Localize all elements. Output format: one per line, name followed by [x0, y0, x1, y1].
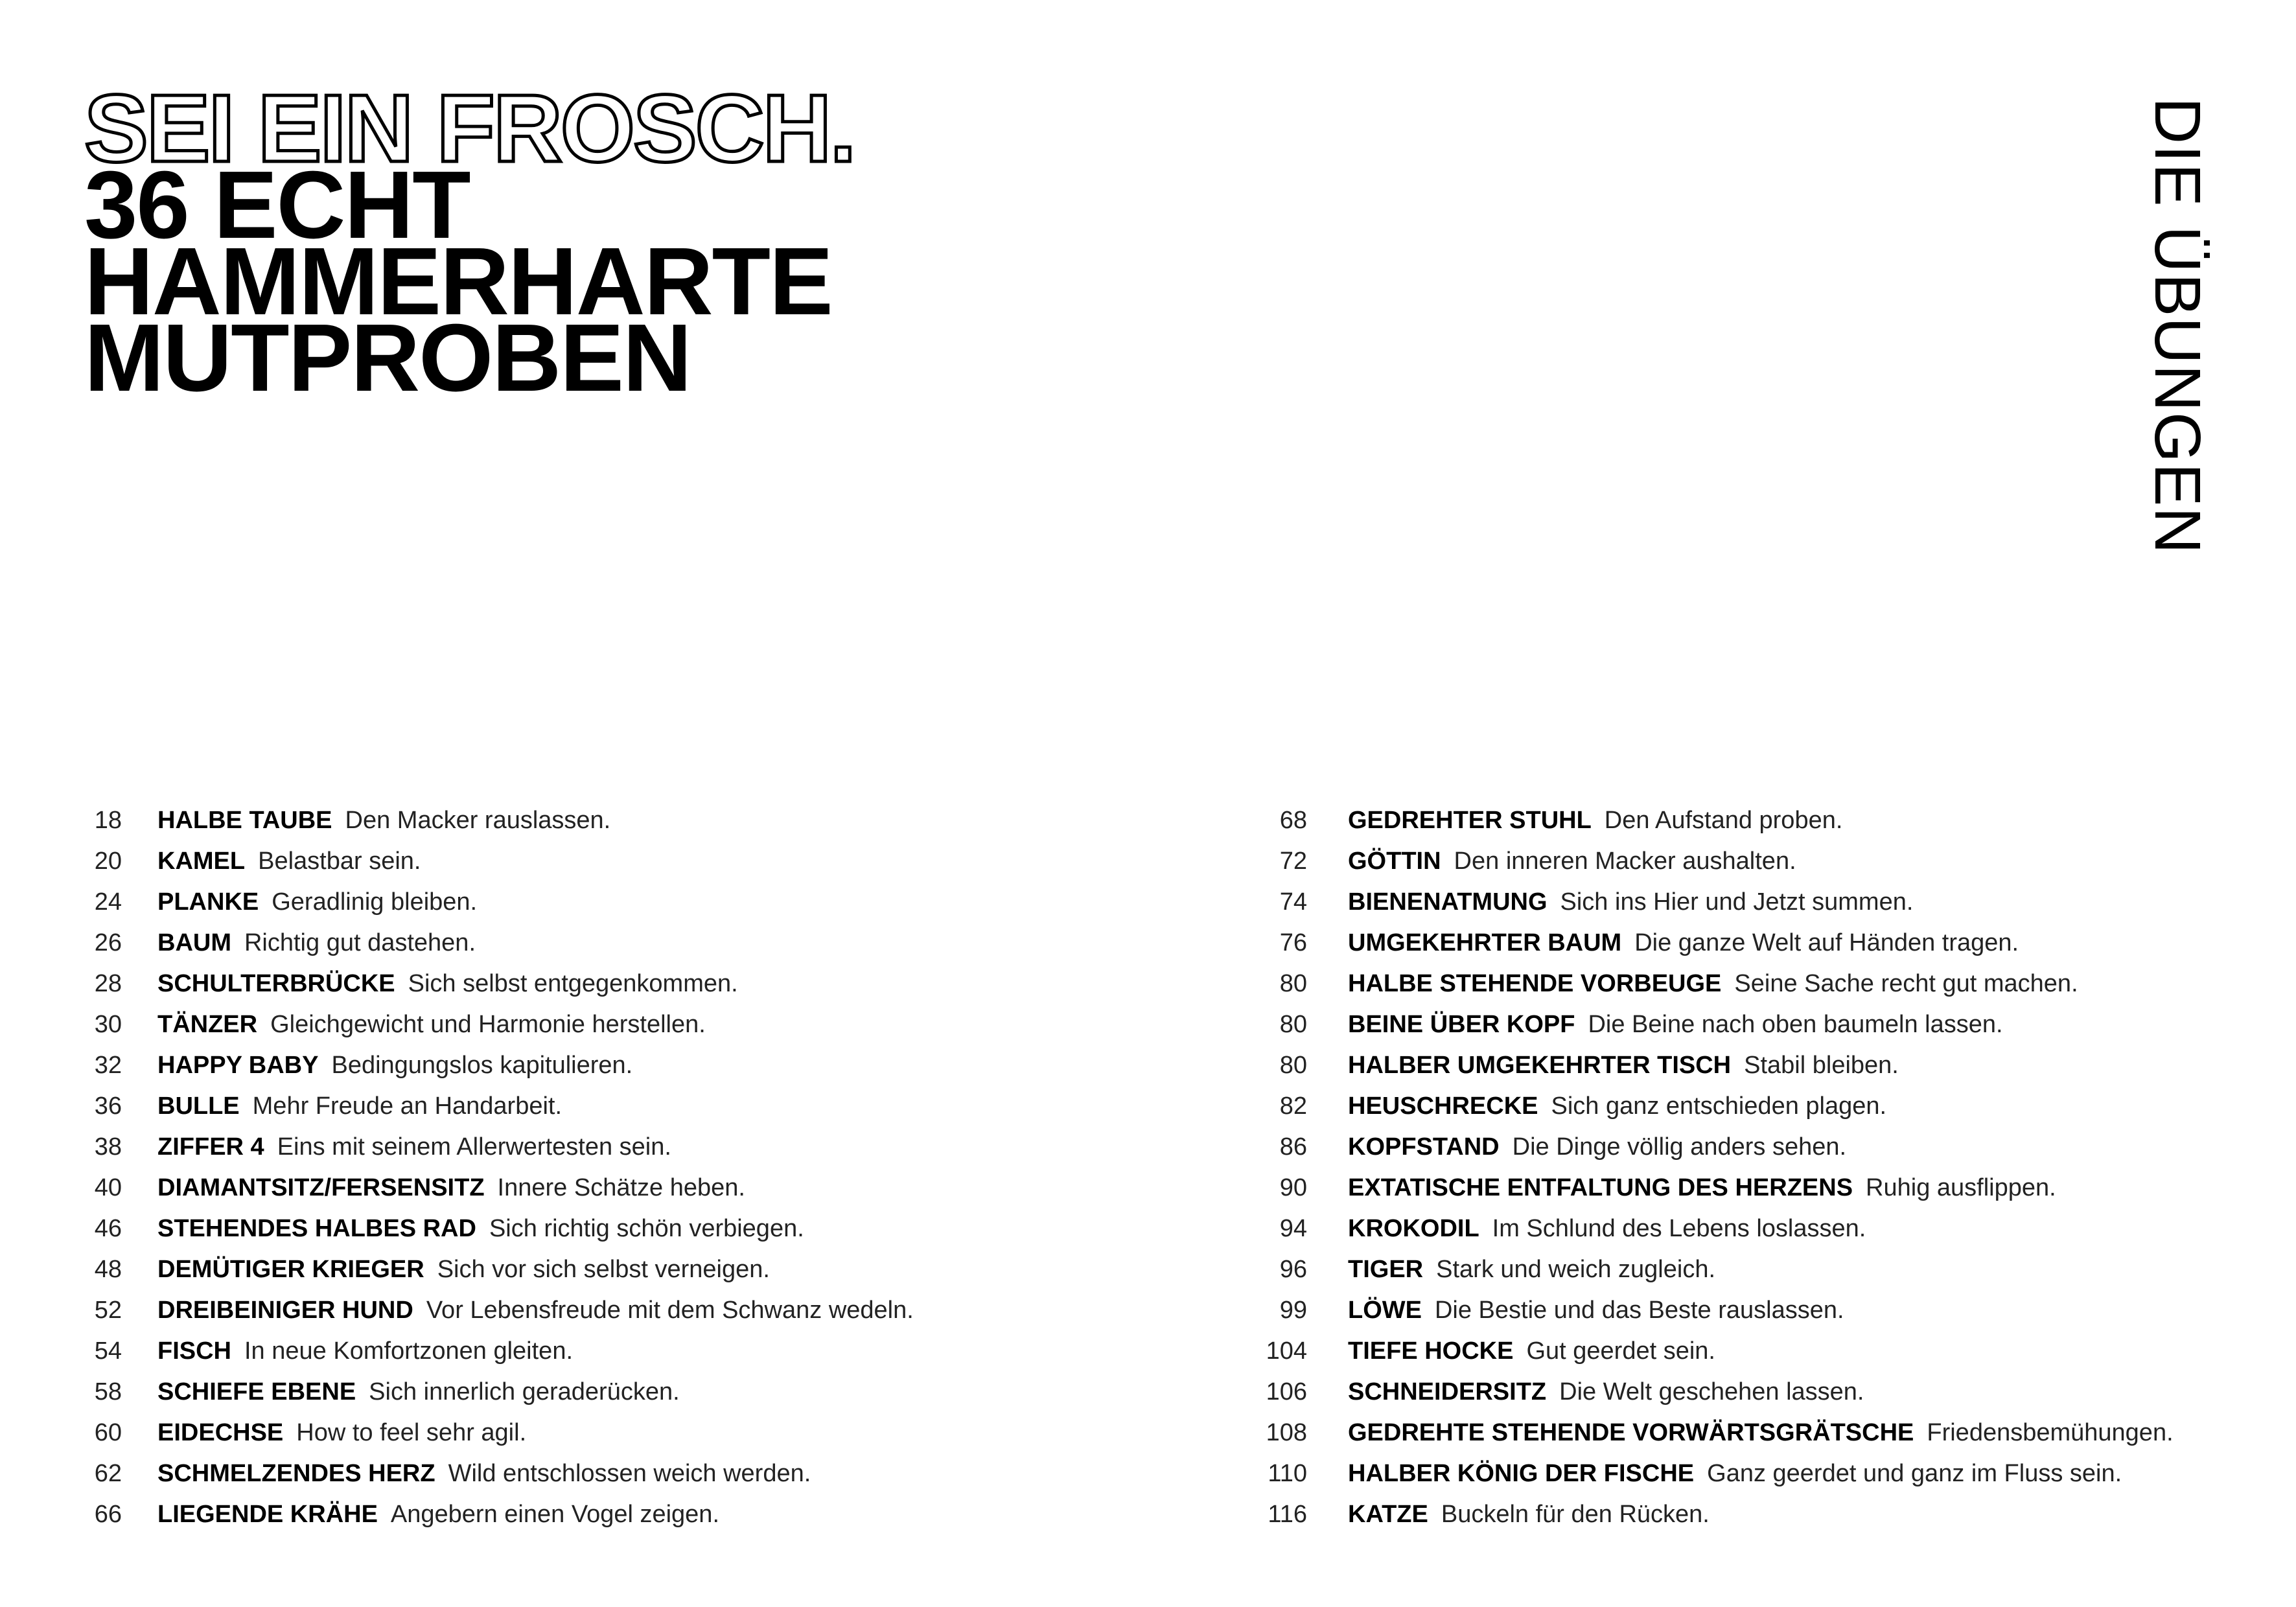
toc-exercise-name: SCHULTERBRÜCKE	[157, 970, 395, 997]
toc-exercise-name: LÖWE	[1348, 1297, 1422, 1324]
toc-left-column	[84, 800, 1218, 1535]
toc-entry	[1247, 923, 2265, 964]
toc-page-number: 76	[1279, 929, 1307, 956]
toc-exercise-name: HALBE STEHENDE VORBEUGE	[1348, 970, 1722, 997]
toc-exercise-name: DREIBEINIGER HUND	[157, 1297, 413, 1324]
title-block	[84, 75, 1121, 411]
toc-page-number: 18	[94, 807, 122, 834]
toc-page-number: 99	[1279, 1297, 1307, 1324]
toc-exercise-name: BEINE ÜBER KOPF	[1348, 1011, 1575, 1038]
toc-exercise-description: Den Aufstand proben.	[1604, 807, 1843, 834]
toc-exercise-description: Die Dinge völlig anders sehen.	[1512, 1133, 1847, 1161]
toc-entry	[1247, 1004, 2265, 1045]
toc-exercise-description: Die Beine nach oben baumeln lassen.	[1588, 1011, 2003, 1038]
toc-entry	[84, 1372, 1218, 1413]
toc-exercise-description: Ganz geerdet und ganz im Fluss sein.	[1707, 1460, 2122, 1487]
toc-exercise-description: Bedingungslos kapitulieren.	[331, 1052, 633, 1079]
toc-exercise-description: Belastbar sein.	[258, 848, 421, 875]
toc-entry	[1247, 1494, 2265, 1535]
toc-exercise-description: Sich ganz entschieden plagen.	[1551, 1093, 1887, 1120]
toc-exercise-name: DEMÜTIGER KRIEGER	[157, 1256, 424, 1283]
toc-exercise-name: UMGEKEHRTER BAUM	[1348, 929, 1622, 956]
toc-exercise-description: Seine Sache recht gut machen.	[1734, 970, 2078, 997]
toc-exercise-description: Richtig gut dastehen.	[244, 929, 476, 956]
toc-exercise-name: DIAMANTSITZ/FERSENSITZ	[157, 1174, 485, 1201]
toc-exercise-description: Im Schlund des Lebens loslassen.	[1492, 1215, 1866, 1242]
toc-entry	[84, 1494, 1218, 1535]
toc-exercise-description: Die Bestie und das Beste rauslassen.	[1434, 1297, 1844, 1324]
toc-entry	[1247, 1208, 2265, 1249]
toc-exercise-description: Den Macker rauslassen.	[345, 807, 611, 834]
toc-entry	[1247, 1086, 2265, 1127]
toc-exercise-description: Ruhig ausflippen.	[1866, 1174, 2056, 1201]
toc-page-number: 80	[1279, 1011, 1307, 1038]
toc-exercise-name: GÖTTIN	[1348, 848, 1441, 875]
toc-exercise-description: Sich vor sich selbst verneigen.	[437, 1256, 770, 1283]
toc-page-number: 90	[1279, 1174, 1307, 1201]
toc-entry	[84, 841, 1218, 882]
toc-entry	[84, 1331, 1218, 1372]
toc-page-number: 24	[94, 888, 122, 916]
toc-page-number: 38	[94, 1133, 122, 1161]
toc-exercise-name: BAUM	[157, 929, 231, 956]
toc-entry	[1247, 800, 2265, 841]
toc-entry	[1247, 1045, 2265, 1086]
toc-page-number: 106	[1266, 1378, 1307, 1405]
toc-entry	[1247, 1413, 2265, 1453]
toc-exercise-description: In neue Komfortzonen gleiten.	[244, 1337, 574, 1365]
toc-entry	[1247, 882, 2265, 923]
toc-page-number: 46	[94, 1215, 122, 1242]
toc-page-number: 30	[94, 1011, 122, 1038]
toc-page-number: 54	[94, 1337, 122, 1365]
toc-exercise-name: HALBE TAUBE	[157, 807, 332, 834]
toc-entry	[1247, 841, 2265, 882]
toc-page-number: 86	[1279, 1133, 1307, 1161]
toc-page-number: 26	[94, 929, 122, 956]
toc-page-number: 40	[94, 1174, 122, 1201]
toc-page-number: 32	[94, 1052, 122, 1079]
toc-entry	[84, 882, 1218, 923]
toc-page-number: 80	[1279, 1052, 1307, 1079]
toc-exercise-description: Vor Lebensfreude mit dem Schwanz wedeln.	[426, 1297, 914, 1324]
toc-page-number: 72	[1279, 848, 1307, 875]
toc-exercise-name: TÄNZER	[157, 1011, 258, 1038]
toc-exercise-name: HALBER KÖNIG DER FISCHE	[1348, 1460, 1695, 1487]
toc-exercise-name: GEDREHTER STUHL	[1348, 807, 1592, 834]
toc-entry	[84, 1086, 1218, 1127]
toc-right-column	[1247, 800, 2265, 1535]
toc-exercise-name: BIENENATMUNG	[1348, 888, 1548, 916]
toc-entry	[1247, 1127, 2265, 1168]
toc-exercise-description: Friedensbemühungen.	[1927, 1419, 2174, 1446]
toc-page-number: 68	[1279, 807, 1307, 834]
toc-entry	[84, 1127, 1218, 1168]
toc-page-number: 62	[94, 1460, 122, 1487]
toc-entry	[1247, 1372, 2265, 1413]
toc-page-number: 94	[1279, 1215, 1307, 1242]
toc-exercise-name: KATZE	[1348, 1501, 1428, 1528]
toc-entry	[84, 800, 1218, 841]
title-line-2: 36 ECHT	[84, 152, 470, 259]
toc-exercise-name: KOPFSTAND	[1348, 1133, 1500, 1161]
toc-entry	[84, 1413, 1218, 1453]
toc-exercise-description: How to feel sehr agil.	[296, 1419, 527, 1446]
toc-page-number: 104	[1266, 1337, 1307, 1365]
toc-entry	[1247, 1331, 2265, 1372]
toc-entry	[1247, 964, 2265, 1004]
toc-page-number: 58	[94, 1378, 122, 1405]
toc-exercise-name: KAMEL	[157, 848, 246, 875]
toc-entry	[84, 1208, 1218, 1249]
toc-exercise-description: Sich innerlich geraderücken.	[369, 1378, 680, 1405]
toc-exercise-name: PLANKE	[157, 888, 259, 916]
toc-entry	[84, 1249, 1218, 1290]
toc-page-number: 60	[94, 1419, 122, 1446]
toc-exercise-name: KROKODIL	[1348, 1215, 1479, 1242]
toc-exercise-name: BULLE	[157, 1093, 240, 1120]
toc-exercise-description: Sich selbst entgegenkommen.	[408, 970, 738, 997]
toc-exercise-description: Die ganze Welt auf Händen tragen.	[1634, 929, 2019, 956]
toc-page-number: 80	[1279, 970, 1307, 997]
section-heading-vertical: DIE ÜBUNGEN	[2141, 97, 2214, 555]
toc-exercise-name: EXTATISCHE ENTFALTUNG DES HERZENS	[1348, 1174, 1853, 1201]
toc-exercise-description: Stabil bleiben.	[1744, 1052, 1899, 1079]
toc-entry	[84, 1045, 1218, 1086]
toc-exercise-name: SCHNEIDERSITZ	[1348, 1378, 1547, 1405]
toc-page-number: 36	[94, 1093, 122, 1120]
toc-page-number: 116	[1268, 1501, 1307, 1528]
toc-page-number: 108	[1266, 1419, 1307, 1446]
toc-page-number: 110	[1268, 1460, 1307, 1487]
toc-exercise-description: Wild entschlossen weich werden.	[448, 1460, 811, 1487]
toc-entry	[84, 1453, 1218, 1494]
toc-exercise-name: GEDREHTE STEHENDE VORWÄRTSGRÄTSCHE	[1348, 1419, 1914, 1446]
toc-exercise-name: STEHENDES HALBES RAD	[157, 1215, 476, 1242]
toc-exercise-name: SCHIEFE EBENE	[157, 1378, 356, 1405]
toc-exercise-name: ZIFFER 4	[157, 1133, 264, 1161]
toc-exercise-description: Buckeln für den Rücken.	[1441, 1501, 1710, 1528]
toc-page-number: 74	[1279, 888, 1307, 916]
toc-exercise-description: Angebern einen Vogel zeigen.	[390, 1501, 720, 1528]
toc-page-number: 96	[1279, 1256, 1307, 1283]
toc-entry	[84, 923, 1218, 964]
toc-page-number: 28	[94, 970, 122, 997]
toc-entry	[84, 964, 1218, 1004]
toc-entry	[1247, 1168, 2265, 1208]
toc-entry	[84, 1004, 1218, 1045]
toc-exercise-name: HALBER UMGEKEHRTER TISCH	[1348, 1052, 1732, 1079]
toc-exercise-name: LIEGENDE KRÄHE	[157, 1501, 378, 1528]
toc-page-number: 82	[1279, 1093, 1307, 1120]
title-line-4: MUTPROBEN	[84, 305, 691, 411]
toc-exercise-description: Stark und weich zugleich.	[1436, 1256, 1716, 1283]
toc-entry	[1247, 1290, 2265, 1331]
toc-page-number: 20	[94, 848, 122, 875]
toc-entry	[84, 1290, 1218, 1331]
toc-exercise-name: SCHMELZENDES HERZ	[157, 1460, 435, 1487]
toc-entry	[1247, 1249, 2265, 1290]
toc-exercise-description: Eins mit seinem Allerwertesten sein.	[277, 1133, 671, 1161]
toc-exercise-name: FISCH	[157, 1337, 231, 1365]
toc-exercise-name: TIGER	[1348, 1256, 1424, 1283]
toc-exercise-description: Gleichgewicht und Harmonie herstellen.	[270, 1011, 706, 1038]
toc-page-number: 48	[94, 1256, 122, 1283]
toc-exercise-description: Gut geerdet sein.	[1526, 1337, 1715, 1365]
title-line-3: HAMMERHARTE	[84, 228, 832, 335]
toc-exercise-description: Die Welt geschehen lassen.	[1559, 1378, 1864, 1405]
toc-exercise-name: HAPPY BABY	[157, 1052, 319, 1079]
toc-exercise-description: Sich richtig schön verbiegen.	[489, 1215, 804, 1242]
toc-exercise-description: Mehr Freude an Handarbeit.	[252, 1093, 562, 1120]
toc-exercise-name: EIDECHSE	[157, 1419, 284, 1446]
toc-exercise-description: Sich ins Hier und Jetzt summen.	[1560, 888, 1914, 916]
toc-exercise-description: Den inneren Macker aushalten.	[1454, 848, 1796, 875]
toc-entry	[84, 1168, 1218, 1208]
toc-exercise-name: HEUSCHRECKE	[1348, 1093, 1538, 1120]
toc-entry	[1247, 1453, 2265, 1494]
toc-page-number: 52	[94, 1297, 122, 1324]
toc-page-number: 66	[94, 1501, 122, 1528]
title-outline-line: SEI EIN FROSCH.	[84, 75, 855, 182]
toc-exercise-description: Innere Schätze heben.	[497, 1174, 745, 1201]
toc-exercise-description: Geradlinig bleiben.	[272, 888, 478, 916]
toc-exercise-name: TIEFE HOCKE	[1348, 1337, 1514, 1365]
